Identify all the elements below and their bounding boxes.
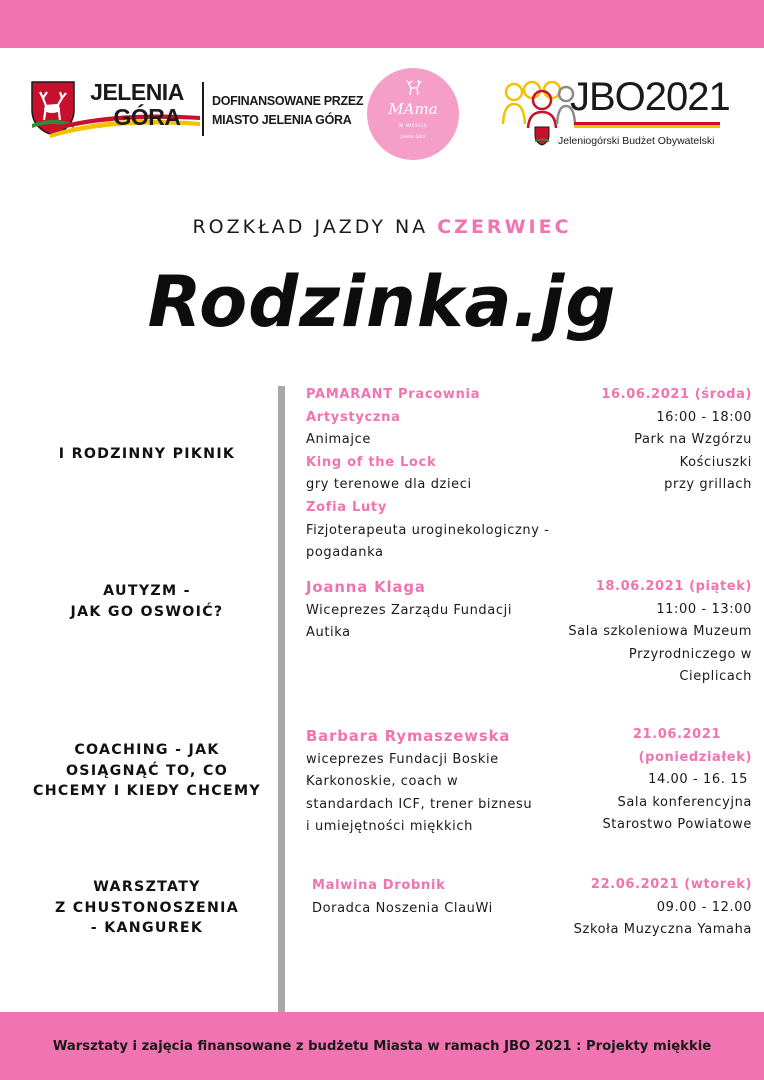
event-4-when-where (512, 874, 752, 942)
event-2-date: 18.06.2021 (piątek) (595, 579, 752, 594)
event-4-name (22, 877, 272, 939)
event-4-date: 22.06.2021 (wtorek) (590, 877, 752, 892)
footer-text: Warsztaty i zajęcia finansowane z budżetu Miasta w ramach JBO 2021 : Projekty miękkie (52, 1038, 712, 1054)
event-4-name-line-2: Z CHUSTONOSZENIA (54, 899, 240, 916)
mama-w-miescie-logo (367, 68, 459, 160)
event-2-place-3: Cieplicach (679, 669, 752, 685)
event-3-time: 14.00 - 16. 15 (648, 772, 748, 788)
event-3-date: 21.06.2021 (632, 727, 722, 742)
event-2-name (22, 581, 272, 622)
mama-sub: W MIEŚCIE (398, 124, 428, 129)
event-1-name-line: I RODZINNY PIKNIK (58, 446, 236, 462)
small-crest-icon (534, 126, 550, 146)
event-2-name-line-2: JAK GO OSWOIĆ? (70, 603, 224, 620)
event-4-name-line-3: - KANGUREK (90, 920, 204, 936)
mama-sub2: Jelenia Góra (400, 134, 426, 139)
logo-divider (202, 82, 204, 136)
event-4-org: Malwina Drobnik (312, 878, 446, 893)
event-2-desc-2: Autika (306, 625, 351, 641)
event-4-desc: Doradca Noszenia ClauWi (312, 900, 493, 916)
event-1-desc-3b: pogadanka (306, 545, 384, 561)
event-2-time: 11:00 - 13:00 (656, 601, 752, 617)
event-1-name (22, 444, 272, 465)
event-3-name-line-1: COACHING - JAK (74, 742, 220, 758)
event-1-org-1: PAMARANT Pracownia Artystyczna (306, 387, 481, 425)
event-3-place-2: Starostwo Powiatowe (602, 817, 752, 833)
page-title: Rodzinka.jg (147, 261, 617, 343)
event-3-day: (poniedziałek) (638, 749, 752, 765)
event-1-when-where (512, 384, 752, 497)
event-3-name-line-2: OSIĄGNĄĆ TO, CO (65, 762, 229, 779)
event-2-place-1: Sala szkoleniowa Muzeum (568, 624, 752, 640)
schedule-subtitle (0, 216, 764, 238)
event-1-place-2: Kościuszki (679, 454, 752, 470)
subtitle-month: CZERWIEC (437, 216, 572, 238)
event-1-org-2: King of the Lock (306, 454, 437, 470)
event-2-name-line-1: AUTYZM - (103, 583, 191, 599)
mama-wordmark: MAma (388, 100, 438, 118)
event-3-desc-1: wiceprezes Fundacji Boskie (306, 751, 499, 767)
event-3-name-line-3: CHCEMY I KIEDY CHCEMY (33, 783, 261, 799)
subtitle-prefix: ROZKŁAD JAZDY NA (192, 216, 429, 238)
event-2-org: Joanna Klaga (306, 579, 426, 596)
top-pink-band (0, 0, 764, 48)
jbo-subtitle: Jeleniogórski Budżet Obywatelski (558, 135, 715, 147)
event-1-date: 16.06.2021 (środa) (601, 387, 752, 402)
event-1-desc-2: gry terenowe dla dzieci (306, 477, 472, 493)
event-1-desc-1: Animajce (306, 432, 371, 448)
jelenia-gora-wordmark (82, 80, 192, 130)
event-3-place-1: Sala konferencyjna (617, 794, 752, 810)
event-4-time: 09.00 - 12.00 (656, 899, 752, 915)
event-1-desc-3: Fizjoterapeuta uroginekologiczny - (306, 522, 550, 538)
event-3-desc-2: Karkonoskie, coach w (306, 774, 459, 790)
event-3-desc-4: i umiejętności miękkich (306, 819, 473, 835)
jg-line2: GÓRA (113, 104, 181, 130)
event-1-place-1: Park na Wzgórzu (634, 432, 752, 448)
jbo2021-logo (502, 74, 730, 152)
event-1-time: 16:00 - 18:00 (656, 409, 752, 425)
jbo-stripe (574, 122, 720, 128)
cofinanced-line2: MIASTO JELENIA GÓRA (212, 113, 352, 127)
event-3-when-where (512, 724, 752, 837)
event-4-name-line-1: WARSZTATY (93, 879, 201, 895)
vertical-divider (278, 386, 285, 1012)
jbo-wordmark: JBO2021 (570, 75, 730, 119)
event-1-org-3: Zofia Luty (306, 499, 387, 515)
event-3-desc-3: standardach ICF, trener biznesu (306, 796, 533, 812)
deer-icon (405, 78, 423, 96)
event-3-name (22, 740, 272, 802)
event-2-when-where (512, 576, 752, 689)
event-3-org: Barbara Rymaszewska (306, 728, 511, 745)
event-2-desc-1: Wiceprezes Zarządu Fundacji (306, 602, 513, 618)
jg-line1: JELENIA (90, 79, 184, 105)
footer-band (0, 1012, 764, 1080)
cofinanced-text (212, 92, 363, 130)
event-2-place-2: Przyrodniczego w (628, 646, 752, 662)
event-4-place: Szkoła Muzyczna Yamaha (573, 922, 752, 938)
jelenia-gora-logo (30, 78, 364, 140)
event-1-place-3: przy grillach (664, 477, 752, 493)
cofinanced-line1: DOFINANSOWANE PRZEZ (212, 94, 364, 108)
